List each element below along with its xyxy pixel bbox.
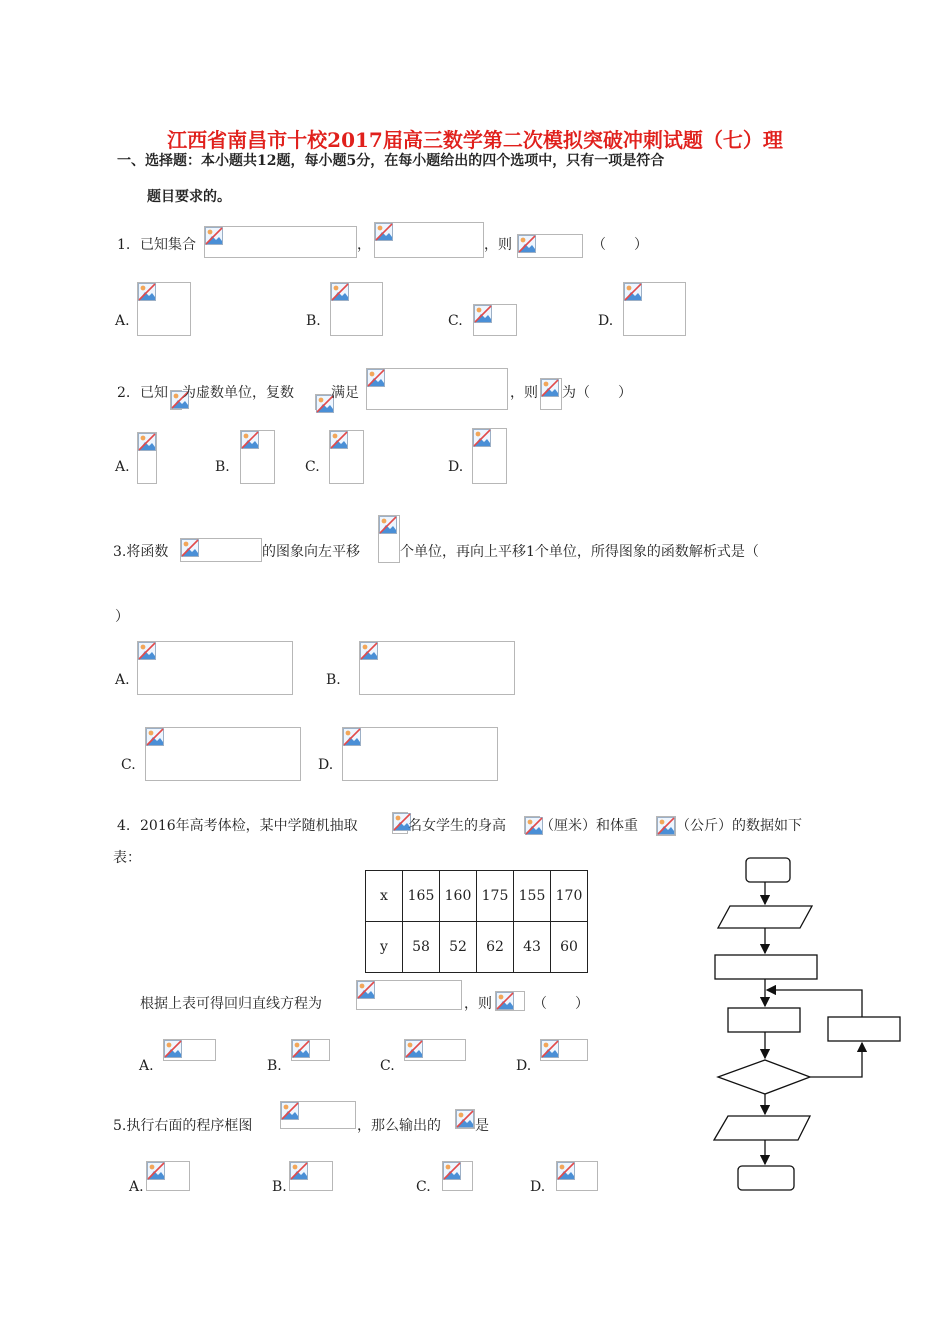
- q1-then: ，则: [484, 237, 512, 253]
- broken-image-icon: [138, 283, 156, 301]
- q2-text-b: 为虚数单位，复数: [182, 385, 294, 401]
- q3-text-a: 3.将函数: [113, 544, 169, 560]
- page-title: 江西省南昌市十校2017届高三数学第二次模拟突破冲刺试题（七）理: [167, 128, 783, 152]
- table-cell: x: [366, 871, 403, 922]
- broken-image-icon: [657, 817, 675, 835]
- q1-text: 已知集合: [140, 237, 196, 253]
- formula-image: [404, 1039, 466, 1061]
- flowchart-end: [738, 1166, 794, 1190]
- broken-image-icon: [379, 516, 397, 534]
- q2-option-b: B.: [215, 459, 230, 475]
- flowchart-output: [714, 1116, 810, 1140]
- q5-text-c: 是: [475, 1118, 489, 1134]
- q4-paren: （ ）: [533, 996, 589, 1012]
- q4-text-a: 2016年高考体检，某中学随机抽取: [140, 818, 358, 834]
- formula-image: [472, 428, 507, 484]
- broken-image-icon: [456, 1110, 474, 1128]
- flowchart-input: [718, 906, 812, 928]
- formula-image: [495, 991, 525, 1011]
- table-cell: 60: [551, 922, 588, 973]
- q4-text-c: （厘米）和体重: [540, 818, 638, 834]
- q1-option-b: B.: [306, 313, 321, 329]
- q5-text-b: ，那么输出的: [357, 1118, 441, 1134]
- broken-image-icon: [496, 992, 514, 1010]
- formula-image: [170, 390, 182, 410]
- q1-option-c: C.: [448, 313, 463, 329]
- q3-option-d: D.: [318, 757, 334, 773]
- q4-text-e: 表：: [113, 850, 141, 866]
- formula-image: [473, 304, 517, 336]
- broken-image-icon: [541, 1040, 559, 1058]
- formula-image: [240, 430, 275, 484]
- flowchart-diagram: [700, 850, 910, 1200]
- formula-image: [442, 1161, 473, 1191]
- q4-option-d: D.: [516, 1058, 532, 1074]
- formula-image: [315, 394, 331, 410]
- broken-image-icon: [181, 539, 199, 557]
- q4-text-g: ，则: [464, 996, 492, 1012]
- broken-image-icon: [331, 283, 349, 301]
- table-cell: 62: [477, 922, 514, 973]
- table-cell: 175: [477, 871, 514, 922]
- q3-option-b: B.: [326, 672, 341, 688]
- broken-image-icon: [367, 369, 385, 387]
- formula-image: [330, 282, 383, 336]
- formula-image: [378, 515, 400, 563]
- table-cell: y: [366, 922, 403, 973]
- formula-image: [137, 641, 293, 695]
- table-cell: 170: [551, 871, 588, 922]
- broken-image-icon: [343, 728, 361, 746]
- broken-image-icon: [624, 283, 642, 301]
- formula-image: [517, 234, 583, 258]
- q4-option-c: C.: [380, 1058, 395, 1074]
- broken-image-icon: [474, 305, 492, 323]
- q2-option-d: D.: [448, 459, 464, 475]
- q2-text-d: ，则: [510, 385, 538, 401]
- q5-option-c: C.: [416, 1179, 431, 1195]
- broken-image-icon: [147, 1162, 165, 1180]
- broken-image-icon: [357, 981, 375, 999]
- formula-image: [392, 812, 408, 834]
- formula-image: [289, 1161, 333, 1191]
- broken-image-icon: [138, 642, 156, 660]
- q5-option-b: B.: [272, 1179, 287, 1195]
- broken-image-icon: [205, 227, 223, 245]
- broken-image-icon: [541, 379, 559, 397]
- formula-image: [556, 1161, 598, 1191]
- broken-image-icon: [375, 223, 393, 241]
- formula-image: [356, 980, 462, 1010]
- formula-image: [163, 1039, 216, 1061]
- q3-text-c: 个单位，再向上平移1个单位，所得图象的函数解析式是（: [400, 544, 759, 560]
- table-cell: 52: [440, 922, 477, 973]
- data-table: [365, 870, 588, 973]
- broken-image-icon: [360, 642, 378, 660]
- formula-image: [342, 727, 498, 781]
- formula-image: [146, 1161, 190, 1191]
- q1-comma: ，: [357, 237, 371, 253]
- q5-option-a: A.: [129, 1179, 144, 1195]
- q5-text-a: 5.执行右面的程序框图: [113, 1118, 253, 1134]
- table-cell: 160: [440, 871, 477, 922]
- table-cell: 43: [514, 922, 551, 973]
- q1-paren: （ ）: [592, 237, 648, 253]
- q4-option-a: A.: [139, 1058, 154, 1074]
- q2-option-a: A.: [115, 459, 130, 475]
- q4-text-f: 根据上表可得回归直线方程为: [140, 996, 322, 1012]
- flowchart-start: [746, 858, 790, 882]
- formula-image: [137, 432, 157, 484]
- formula-image: [180, 538, 262, 562]
- broken-image-icon: [443, 1162, 461, 1180]
- q5-option-d: D.: [530, 1179, 546, 1195]
- broken-image-icon: [330, 431, 348, 449]
- broken-image-icon: [518, 235, 536, 253]
- formula-image: [145, 727, 301, 781]
- q3-text-b: 的图象向左平移: [262, 544, 360, 560]
- q4-option-b: B.: [267, 1058, 282, 1074]
- q4-text-b: 名女学生的身高: [408, 818, 506, 834]
- broken-image-icon: [292, 1040, 310, 1058]
- formula-image: [280, 1101, 356, 1129]
- broken-image-icon: [241, 431, 259, 449]
- q2-text-e: 为（ ）: [562, 385, 632, 401]
- broken-image-icon: [290, 1162, 308, 1180]
- table-cell: 165: [403, 871, 440, 922]
- flowchart-process: [728, 1008, 800, 1032]
- broken-image-icon: [146, 728, 164, 746]
- formula-image: [359, 641, 515, 695]
- q2-text-c: 满足: [331, 385, 359, 401]
- q2-text-a: 已知: [140, 385, 168, 401]
- section-header-line1: 一、选择题：本小题共12题，每小题5分，在每小题给出的四个选项中，只有一项是符合: [117, 153, 665, 169]
- q4-text-d: （公斤）的数据如下: [676, 818, 802, 834]
- broken-image-icon: [281, 1102, 299, 1120]
- formula-image: [623, 282, 686, 336]
- flowchart-decision: [718, 1060, 810, 1094]
- table-cell: 58: [403, 922, 440, 973]
- broken-image-icon: [405, 1040, 423, 1058]
- broken-image-icon: [138, 433, 156, 451]
- formula-image: [524, 816, 540, 834]
- broken-image-icon: [557, 1162, 575, 1180]
- formula-image: [656, 816, 676, 836]
- q2-option-c: C.: [305, 459, 320, 475]
- formula-image: [455, 1109, 475, 1129]
- formula-image: [204, 226, 357, 258]
- formula-image: [540, 1039, 588, 1061]
- broken-image-icon: [164, 1040, 182, 1058]
- section-header-line2: 题目要求的。: [147, 189, 231, 205]
- formula-image: [366, 368, 508, 410]
- formula-image: [291, 1039, 330, 1061]
- broken-image-icon: [473, 429, 491, 447]
- q2-number: 2.: [117, 385, 131, 401]
- formula-image: [329, 430, 364, 484]
- flowchart-process: [715, 955, 817, 979]
- table-row: [366, 922, 588, 973]
- formula-image: [137, 282, 191, 336]
- flowchart-process: [828, 1017, 900, 1041]
- q3-text-d: ）: [115, 609, 129, 625]
- q3-option-c: C.: [121, 757, 136, 773]
- q1-number: 1.: [117, 237, 131, 253]
- q1-option-d: D.: [598, 313, 614, 329]
- formula-image: [374, 222, 484, 258]
- formula-image: [540, 378, 562, 410]
- q1-option-a: A.: [115, 313, 130, 329]
- q4-number: 4.: [117, 818, 131, 834]
- table-cell: 155: [514, 871, 551, 922]
- q3-option-a: A.: [115, 672, 130, 688]
- table-row: [366, 871, 588, 922]
